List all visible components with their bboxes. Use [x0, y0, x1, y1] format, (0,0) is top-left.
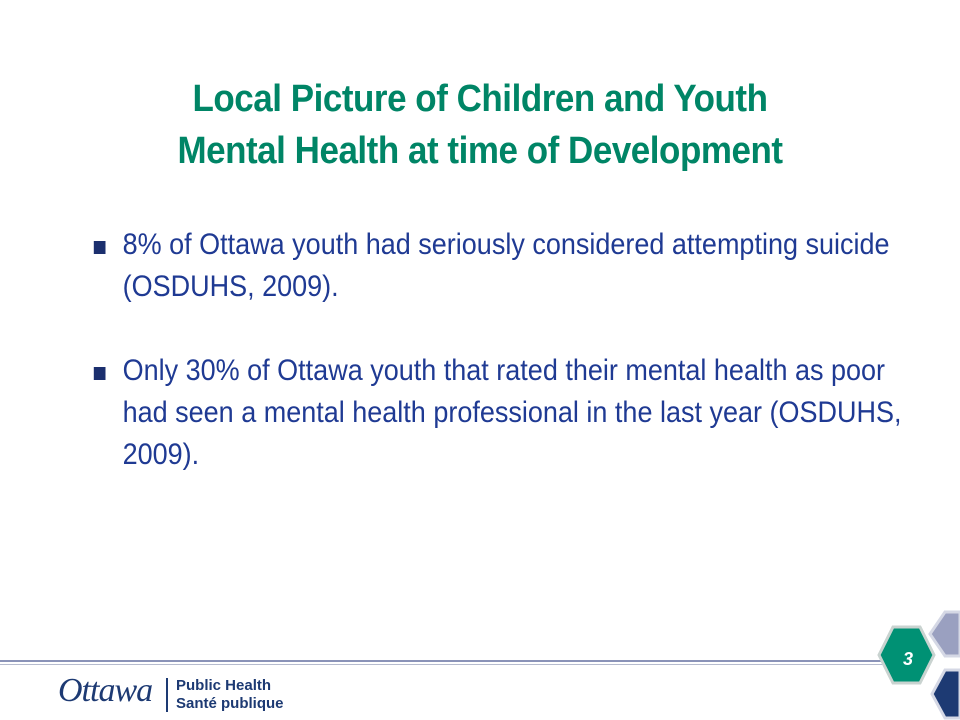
square-bullet-icon [94, 367, 106, 380]
bullet-item [92, 350, 915, 476]
logo-text-english: Public Health [176, 677, 272, 694]
slide-title [94, 73, 867, 177]
bullet-text: Only 30% of Ottawa youth that rated their mental health as poor had seen a mental health professional in the last year (OSDUHS, 2009). [122, 354, 902, 471]
title-line-1: Local Picture of Children and Youth [192, 78, 768, 121]
page-number: 3 [902, 649, 913, 669]
footer-divider-thin [0, 664, 900, 665]
footer-divider [0, 660, 900, 662]
square-bullet-icon [94, 241, 106, 254]
ottawa-wordmark: Ottawa [58, 672, 153, 709]
logo-text-french: Santé publique [176, 695, 284, 712]
bullet-list [92, 224, 912, 518]
logo-text [176, 677, 284, 713]
bullet-text: 8% of Ottawa youth had seriously considered attempting suicide (OSDUHS, 2009). [122, 228, 890, 303]
title-line-2: Mental Health at time of Development [177, 130, 783, 173]
ottawa-public-health-logo [50, 668, 310, 716]
bullet-item [92, 224, 915, 308]
logo-divider [166, 678, 168, 712]
hexagon-navy-icon [932, 670, 960, 718]
hexagon-grey-top-icon [930, 612, 960, 656]
